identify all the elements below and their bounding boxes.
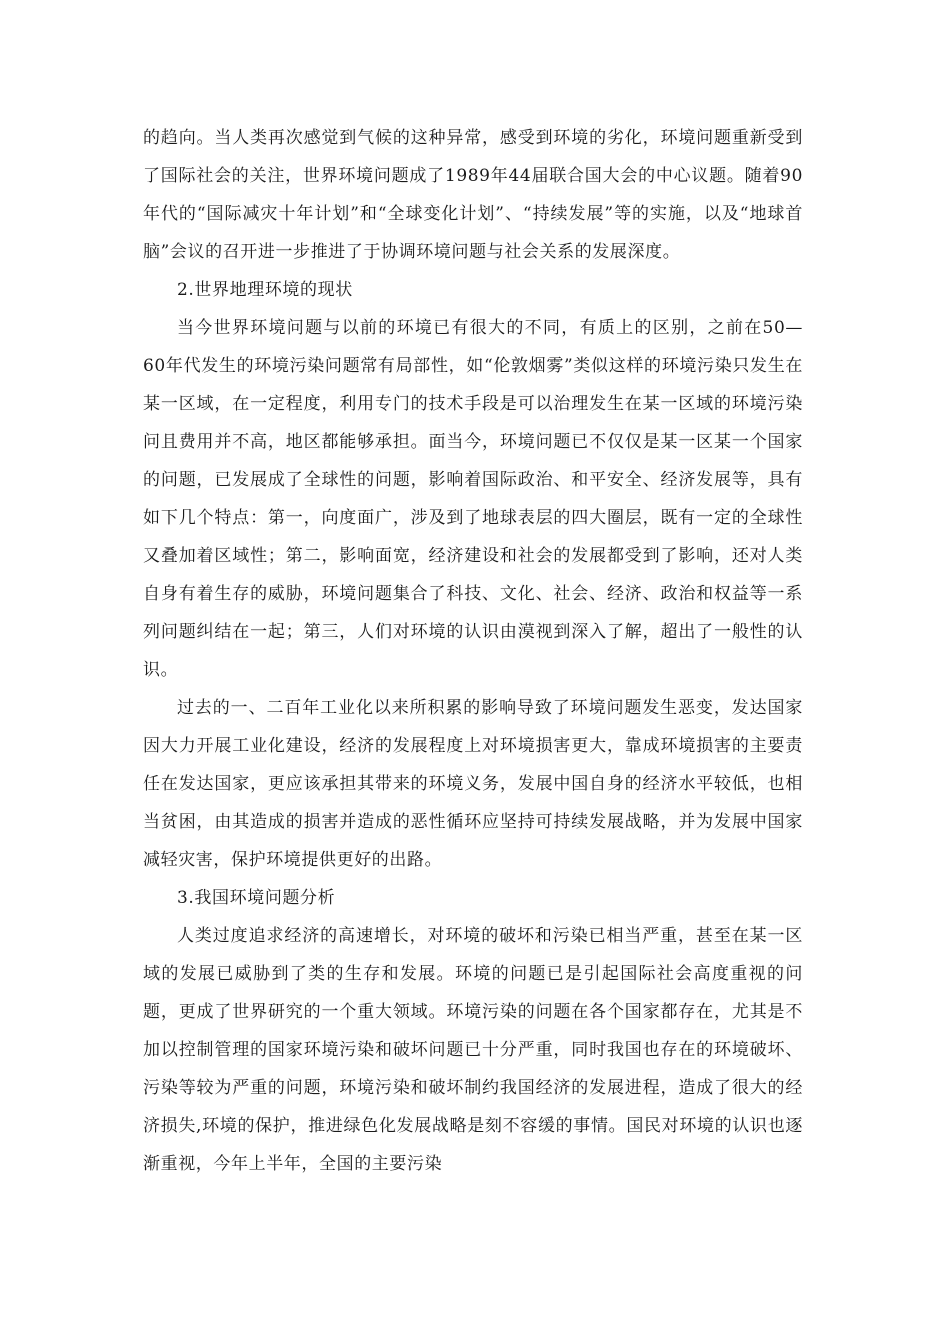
section-heading-china-environment: 3.我国环境问题分析 xyxy=(177,888,336,908)
paragraph-china-environment-analysis: 人类过度追求经济的高速增长，对环境的破坏和污染已相当严重，甚至在某一区域的发展已威胁到了类的生存和发展。环境的问题已是引起国际社会高度重视的问题，更成了世界研究的一个重大领域。环境污染的问题在各个国家都存在，尤其是不加以控制管理的国家环境污染和破坏问题已十分严重，同时我国也存在的环境破坏、污染等较为严重的问题，环境污染和破坏制约我国经济的发展进程，造成了很大的经济损失,环境的保护，推进绿色化发展战略是刻不容缓的事情。国民对环境的认识也逐渐重视，今年上半年，全国的主要污染 xyxy=(143,926,803,1174)
section-heading-world-geography: 2.世界地理环境的现状 xyxy=(177,280,353,300)
document-page xyxy=(143,119,803,1183)
paragraph-intro-continuation: 的趋向。当人类再次感觉到气候的这种异常，感受到环境的劣化，环境问题重新受到了国际社会的关注，世界环境问题成了1989年44届联合国大会的中心议题。随着90年代的“国际减灾十年计划”和“全球变化计划”、“持续发展”等的实施，以及“地球首脑”会议的召开进一步推进了于协调环境问题与社会关系的发展深度。 xyxy=(143,128,803,262)
paragraph-world-environment-status: 当今世界环境问题与以前的环境已有很大的不同，有质上的区别，之前在50—60年代发生的环境污染问题常有局部性，如“伦敦烟雾”类似这样的环境污染只发生在某一区域，在一定程度，利用专门的技术手段是可以治理发生在某一区域的环境污染问且费用并不高，地区都能够承担。面当今，环境问题已不仅仅是某一区某一个国家的问题，已发展成了全球性的问题，影响着国际政治、和平安全、经济发展等，具有如下几个特点：第一，向度面广，涉及到了地球表层的四大圈层，既有一定的全球性又叠加着区域性；第二，影响面宽，经济建设和社会的发展都受到了影响，还对人类自身有着生存的威胁，环境问题集合了科技、文化、社会、经济、政治和权益等一系列问题纠结在一起；第三，人们对环境的认识由漠视到深入了解，超出了一般性的认识。 xyxy=(143,318,803,680)
paragraph-industrialization-impact: 过去的一、二百年工业化以来所积累的影响导致了环境问题发生恶变，发达国家因大力开展工业化建设，经济的发展程度上对环境损害更大，靠成环境损害的主要责任在发达国家，更应该承担其带来的环境义务，发展中国自身的经济水平较低，也相当贫困，由其造成的损害并造成的恶性循环应坚持可持续发展战略，并为发展中国家减轻灾害，保护环境提供更好的出路。 xyxy=(143,698,803,870)
